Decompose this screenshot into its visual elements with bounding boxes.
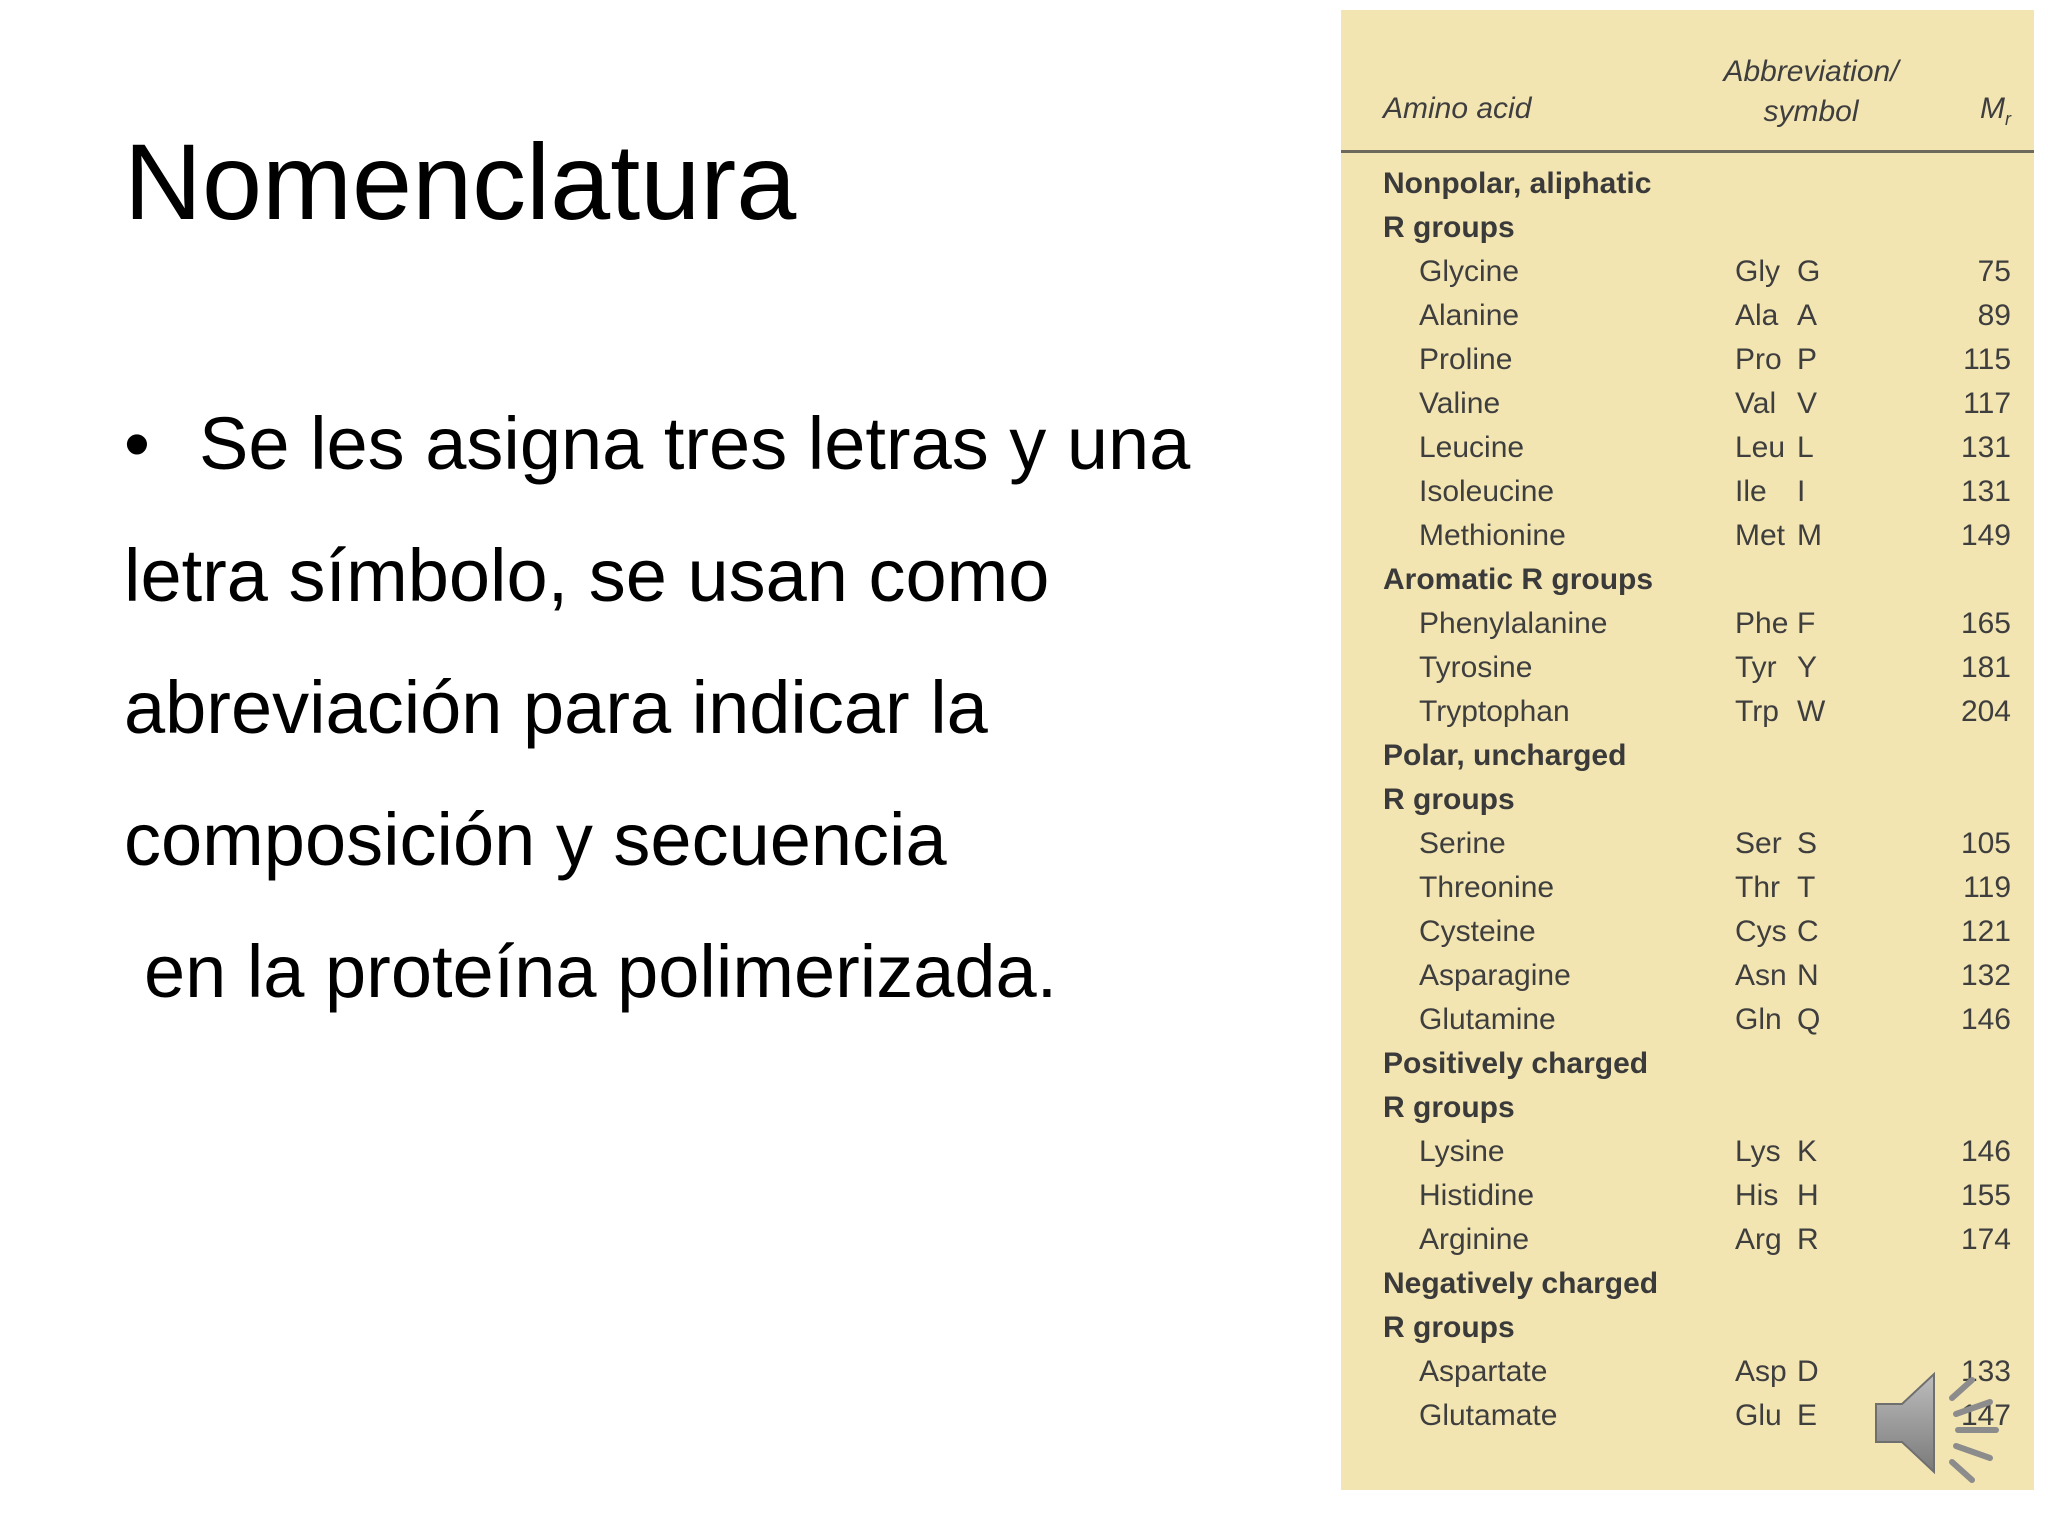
table-row — [1341, 382, 2034, 426]
molecular-weight: 121 — [1960, 915, 2011, 948]
speaker-icon[interactable] — [1868, 1358, 2008, 1488]
body-line: letra símbolo, se usan como — [124, 534, 1050, 617]
group-heading-row — [1341, 734, 2034, 778]
body-line: en la proteína polimerizada. — [144, 930, 1058, 1013]
molecular-weight: 115 — [1963, 343, 2011, 376]
molecular-weight: 132 — [1960, 959, 2011, 992]
three-letter-code: Asp — [1735, 1355, 1787, 1388]
group-heading: Negatively charged — [1383, 1267, 1659, 1300]
table-row — [1341, 250, 2034, 294]
table-row — [1341, 910, 2034, 954]
molecular-weight: 174 — [1960, 1223, 2011, 1256]
one-letter-symbol: D — [1797, 1355, 1819, 1388]
one-letter-symbol: F — [1797, 607, 1816, 640]
one-letter-symbol: E — [1797, 1399, 1818, 1432]
one-letter-symbol: V — [1797, 387, 1818, 420]
molecular-weight: 181 — [1960, 651, 2011, 684]
molecular-weight: 149 — [1960, 519, 2011, 552]
three-letter-code: Tyr — [1735, 651, 1777, 684]
group-heading-row — [1341, 778, 2034, 822]
table-row — [1341, 514, 2034, 558]
one-letter-symbol: A — [1797, 299, 1818, 332]
group-heading: R groups — [1383, 211, 1515, 244]
molecular-weight: 155 — [1960, 1179, 2011, 1212]
molecular-weight: 131 — [1960, 431, 2011, 464]
amino-acid-name: Glutamine — [1419, 1003, 1556, 1036]
three-letter-code: Asn — [1735, 959, 1787, 992]
body-line — [124, 378, 1304, 510]
molecular-weight: 146 — [1960, 1003, 2011, 1036]
three-letter-code: Gly — [1735, 255, 1780, 288]
group-heading: Nonpolar, aliphatic — [1383, 167, 1652, 200]
molecular-weight: 165 — [1960, 607, 2011, 640]
table-row — [1341, 1218, 2034, 1262]
group-heading-row — [1341, 558, 2034, 602]
molecular-weight: 204 — [1960, 695, 2011, 728]
table-row — [1341, 602, 2034, 646]
one-letter-symbol: N — [1797, 959, 1819, 992]
amino-acid-name: Proline — [1419, 343, 1513, 376]
group-heading: R groups — [1383, 783, 1515, 816]
body-line: composición y secuencia — [124, 798, 947, 881]
three-letter-code: Arg — [1735, 1223, 1782, 1256]
header-mr-letter: M — [1980, 92, 2005, 125]
table-row — [1341, 866, 2034, 910]
table-body — [1341, 162, 2034, 1438]
header-amino-acid: Amino acid — [1383, 92, 1532, 125]
one-letter-symbol: H — [1797, 1179, 1819, 1212]
three-letter-code: Pro — [1735, 343, 1782, 376]
three-letter-code: Phe — [1735, 607, 1789, 640]
table-header — [1341, 10, 2034, 153]
three-letter-code: His — [1735, 1179, 1779, 1212]
slide-title: Nomenclatura — [124, 121, 797, 242]
amino-acid-name: Alanine — [1419, 299, 1520, 332]
table-row — [1341, 338, 2034, 382]
header-molecular-weight — [1941, 92, 2011, 130]
amino-acid-name: Tyrosine — [1419, 651, 1533, 684]
molecular-weight: 117 — [1963, 387, 2011, 420]
one-letter-symbol: Q — [1797, 1003, 1821, 1036]
molecular-weight: 119 — [1963, 871, 2011, 904]
one-letter-symbol: C — [1797, 915, 1819, 948]
group-heading-row — [1341, 1306, 2034, 1350]
header-abbreviation-line2: symbol — [1763, 95, 1859, 128]
table-row — [1341, 1174, 2034, 1218]
header-abbreviation-line1: Abbreviation/ — [1723, 55, 1899, 88]
amino-acid-table — [1341, 10, 2034, 1490]
one-letter-symbol: P — [1797, 343, 1818, 376]
three-letter-code: Ser — [1735, 827, 1782, 860]
molecular-weight: 133 — [1960, 1355, 2011, 1388]
one-letter-symbol: Y — [1797, 651, 1818, 684]
one-letter-symbol: L — [1797, 431, 1814, 464]
table-row — [1341, 954, 2034, 998]
amino-acid-name: Phenylalanine — [1419, 607, 1608, 640]
three-letter-code: Trp — [1735, 695, 1779, 728]
table-row — [1341, 470, 2034, 514]
amino-acid-name: Glutamate — [1419, 1399, 1558, 1432]
three-letter-code: Thr — [1735, 871, 1780, 904]
slide-body — [124, 378, 1304, 1038]
three-letter-code: Lys — [1735, 1135, 1781, 1168]
group-heading-row — [1341, 162, 2034, 206]
amino-acid-name: Leucine — [1419, 431, 1525, 464]
amino-acid-name: Cysteine — [1419, 915, 1536, 948]
group-heading-row — [1341, 1042, 2034, 1086]
one-letter-symbol: M — [1797, 519, 1822, 552]
molecular-weight: 146 — [1960, 1135, 2011, 1168]
molecular-weight: 105 — [1960, 827, 2011, 860]
one-letter-symbol: I — [1797, 475, 1806, 508]
table-row — [1341, 690, 2034, 734]
table-row — [1341, 1130, 2034, 1174]
group-heading: Aromatic R groups — [1383, 563, 1654, 596]
three-letter-code: Met — [1735, 519, 1786, 552]
amino-acid-name: Glycine — [1419, 255, 1520, 288]
amino-acid-name: Arginine — [1419, 1223, 1530, 1256]
three-letter-code: Cys — [1735, 915, 1787, 948]
table-row — [1341, 426, 2034, 470]
table-row — [1341, 646, 2034, 690]
group-heading-row — [1341, 1086, 2034, 1130]
one-letter-symbol: S — [1797, 827, 1818, 860]
speaker-icon-graphic — [1868, 1358, 2008, 1488]
amino-acid-name: Isoleucine — [1419, 475, 1555, 508]
group-heading-row — [1341, 206, 2034, 250]
group-heading: R groups — [1383, 1091, 1515, 1124]
molecular-weight: 75 — [1977, 255, 2011, 288]
three-letter-code: Ile — [1735, 475, 1767, 508]
group-heading-row — [1341, 1262, 2034, 1306]
one-letter-symbol: K — [1797, 1135, 1818, 1168]
amino-acid-name: Valine — [1419, 387, 1501, 420]
amino-acid-name: Serine — [1419, 827, 1506, 860]
molecular-weight: 147 — [1960, 1399, 2011, 1432]
body-text-segment: Se les asigna tres letras y una — [199, 402, 1191, 485]
table-row — [1341, 294, 2034, 338]
amino-acid-name: Lysine — [1419, 1135, 1505, 1168]
table-row — [1341, 822, 2034, 866]
amino-acid-name: Asparagine — [1419, 959, 1571, 992]
body-line: abreviación para indicar la — [124, 666, 988, 749]
one-letter-symbol: T — [1797, 871, 1816, 904]
three-letter-code: Glu — [1735, 1399, 1782, 1432]
amino-acid-name: Tryptophan — [1419, 695, 1570, 728]
amino-acid-name: Threonine — [1419, 871, 1555, 904]
header-mr-subscript: r — [2005, 109, 2011, 129]
table-row — [1341, 998, 2034, 1042]
one-letter-symbol: R — [1797, 1223, 1819, 1256]
amino-acid-name: Histidine — [1419, 1179, 1535, 1212]
three-letter-code: Val — [1735, 387, 1777, 420]
molecular-weight: 131 — [1960, 475, 2011, 508]
group-heading: R groups — [1383, 1311, 1515, 1344]
bullet-glyph: • — [124, 402, 150, 485]
header-abbreviation — [1691, 52, 1931, 132]
three-letter-code: Leu — [1735, 431, 1786, 464]
molecular-weight: 89 — [1977, 299, 2011, 332]
amino-acid-name: Methionine — [1419, 519, 1566, 552]
three-letter-code: Ala — [1735, 299, 1779, 332]
amino-acid-name: Aspartate — [1419, 1355, 1548, 1388]
one-letter-symbol: G — [1797, 255, 1821, 288]
one-letter-symbol: W — [1797, 695, 1826, 728]
group-heading: Positively charged — [1383, 1047, 1649, 1080]
group-heading: Polar, uncharged — [1383, 739, 1627, 772]
three-letter-code: Gln — [1735, 1003, 1782, 1036]
